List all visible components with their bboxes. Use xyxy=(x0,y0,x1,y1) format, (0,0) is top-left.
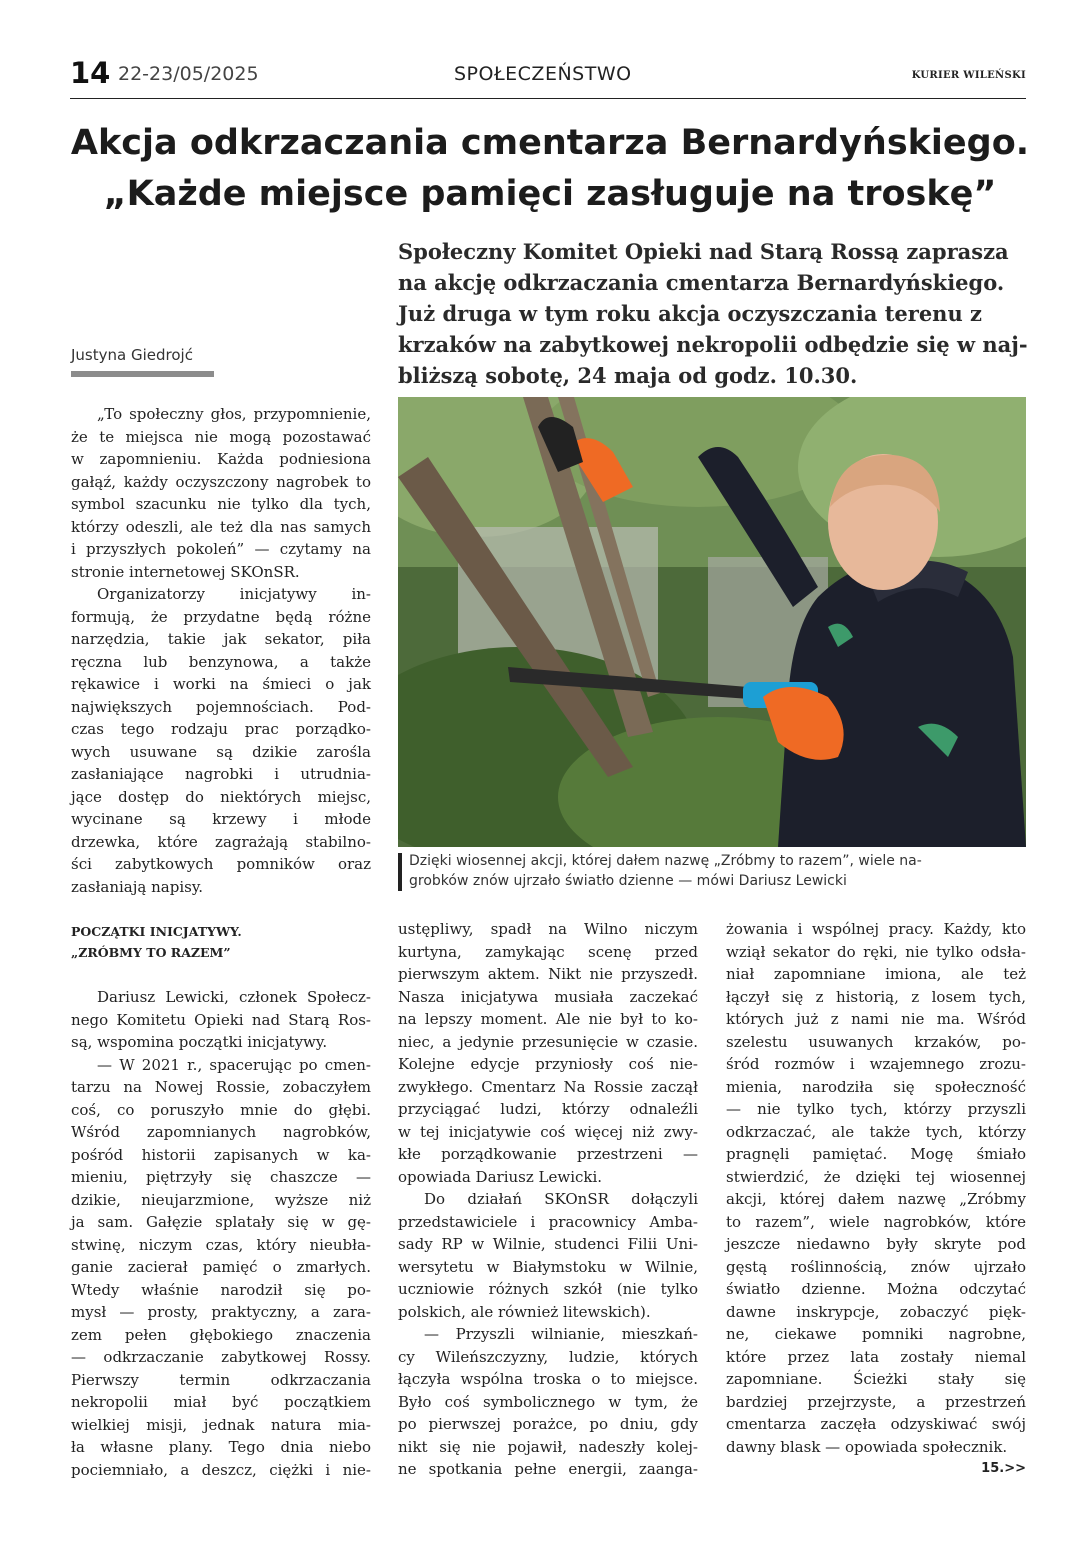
text-line: wersytetu w Białymstoku w Wilnie, xyxy=(398,1257,698,1276)
text-line: zasłaniają napisy. xyxy=(71,877,204,896)
column-2 xyxy=(398,918,698,1481)
text-line: Wśród zapomnianych nagrobków, xyxy=(71,1123,371,1141)
text-line: coś, co poruszyło mnie do głębi. xyxy=(71,1100,371,1119)
text-line: czas tego rodzaju prac porządko- xyxy=(71,720,371,738)
text-line: których już z nami nie ma. Wśród xyxy=(726,1010,1026,1028)
text-line: kłe porządkowanie przestrzeni — xyxy=(398,1145,698,1163)
text-line: „To społeczny głos, przypomnienie, xyxy=(97,405,371,423)
lede-line: krzaków na zabytkowej nekropolii odbędzie się w naj- xyxy=(398,332,1028,357)
text-line: — W 2021 r., spacerując po cmen- xyxy=(97,1055,371,1074)
text-line: nego Komitetu Opieki nad Starą Ros- xyxy=(71,1010,371,1029)
text-line: zem pełen głębokiego znaczenia xyxy=(71,1325,371,1344)
subheading-line: POCZĄTKI INICJATYWY. xyxy=(71,924,242,939)
byline-underline xyxy=(71,371,214,377)
page-number: 14 xyxy=(70,56,111,90)
text-line: są, wspomina początki inicjatywy. xyxy=(71,1033,328,1051)
text-line: odkrzaczać, ale także tych, którzy xyxy=(726,1122,1026,1141)
text-line: ła własne plany. Tego dnia niebo xyxy=(71,1438,371,1456)
text-line: ganie zacierał pamięć o zmarłych. xyxy=(71,1258,371,1276)
text-line: Wtedy właśnie narodził się po- xyxy=(71,1280,371,1299)
text-line: Kolejne edycje przyniosły coś nie- xyxy=(398,1055,698,1073)
text-line: dzikie, nieujarzmione, wyższe niż xyxy=(71,1190,371,1209)
text-line: śród rozmów i wzajemnego zrozu- xyxy=(726,1055,1026,1073)
headline xyxy=(60,118,1040,220)
text-line: które przez lata zostały niemal xyxy=(726,1347,1026,1366)
caption-line: grobków znów ujrzało światło dzienne — mówi Dariusz Lewicki xyxy=(409,873,847,889)
text-line: pragnęli pamiętać. Mogę śmiało xyxy=(726,1145,1026,1163)
text-line: Do działań SKOnSR dołączyli xyxy=(424,1190,698,1208)
column-1-bottom xyxy=(71,986,371,1481)
text-line: niał zapomniane imiona, ale też xyxy=(726,965,1026,983)
text-line: dawne inskrypcje, zobaczyć pięk- xyxy=(726,1302,1026,1321)
text-line: wielkiej misji, jednak natura mia- xyxy=(71,1415,371,1434)
section-title: SPOŁECZEŃSTWO xyxy=(454,63,632,85)
text-line: ja sam. Gałęzie splatały się w gę- xyxy=(71,1213,371,1231)
photo-caption xyxy=(409,851,1026,891)
column-3 xyxy=(726,918,1026,1458)
text-line: zasłaniające nagrobki i utrudnia- xyxy=(71,765,371,783)
text-line: mienia, narodziła się społeczność xyxy=(726,1077,1026,1096)
lede xyxy=(398,236,1026,391)
text-line: pośród historii zapisanych w ka- xyxy=(71,1145,371,1164)
text-line: Było coś symbolicznego w tym, że xyxy=(398,1392,698,1411)
text-line: ne spotkania pełne energii, zaanga- xyxy=(398,1460,698,1478)
text-line: wych usuwane są dzikie zarośla xyxy=(71,742,371,761)
text-line: wziął sekator do ręki, nie tylko odsła- xyxy=(726,942,1026,961)
headline-line: Akcja odkrzaczania cmentarza Bernardyńskiego. xyxy=(70,123,1030,163)
lede-line: bliższą sobotę, 24 maja od godz. 10.30. xyxy=(398,363,858,388)
caption-marker xyxy=(398,853,402,891)
text-line: przyciągać ludzi, którzy odnaleźli xyxy=(398,1100,698,1118)
text-line: mieniu, piętrzyły się chaszcze — xyxy=(71,1168,371,1186)
headline-line: „Każde miejsce pamięci zasługuje na troskę” xyxy=(103,174,997,214)
text-line: ści zabytkowych pomników oraz xyxy=(71,855,371,873)
text-line: pociemniało, a deszcz, ciężki i nie- xyxy=(71,1460,371,1479)
text-line: narzędzia, takie jak sekator, piła xyxy=(71,630,371,648)
text-line: światło dzienne. Można odczytać xyxy=(726,1280,1026,1298)
text-line: tarzu na Nowej Rossie, zobaczyłem xyxy=(71,1078,371,1096)
text-line: rękawice i worki na śmieci o jak xyxy=(71,675,371,693)
issue-date: 22-23/05/2025 xyxy=(118,63,259,85)
text-line: gałąź, każdy oczyszczony nagrobek to xyxy=(71,472,371,491)
text-line: symbol szacunku nie tylko dla tych, xyxy=(71,495,371,513)
continued-on-page-link[interactable]: 15.>> xyxy=(981,1461,1026,1476)
text-line: dawny blask — opowiada społecznik. xyxy=(726,1437,1008,1456)
text-line: ne, ciekawe pomniki nagrobne, xyxy=(726,1325,1026,1343)
text-line: ustępliwy, spadł na Wilno niczym xyxy=(398,920,698,938)
text-line: to razem”, wiele nagrobków, które xyxy=(726,1212,1026,1231)
text-line: akcji, której dałem nazwę „Zróbmy xyxy=(726,1190,1026,1208)
text-line: ręczna lub benzynowa, a także xyxy=(71,652,371,671)
subheading-line: „ZRÓBMY TO RAZEM” xyxy=(71,945,231,960)
text-line: zwykłego. Cmentarz Na Rossie zaczął xyxy=(398,1077,698,1096)
text-line: Pierwszy termin odkrzaczania xyxy=(71,1370,371,1389)
text-line: kurtyna, zamykając scenę przed xyxy=(398,942,698,961)
text-line: żowania i wspólnej pracy. Każdy, kto xyxy=(726,920,1026,938)
subheading xyxy=(71,921,242,963)
photo-illustration xyxy=(398,397,1026,847)
text-line: drzewka, które zagrażają stabilno- xyxy=(71,832,371,851)
text-line: bardziej przejrzyste, a przestrzeń xyxy=(726,1392,1026,1411)
text-line: i przyszłych pokoleń” — czytamy na xyxy=(71,540,371,558)
text-line: stwinę, niczym czas, który nieubła- xyxy=(71,1235,371,1254)
text-line: stronie internetowej SKOnSR. xyxy=(71,562,300,581)
text-line: — odkrzaczanie zabytkowej Rossy. xyxy=(71,1348,371,1366)
text-line: Dariusz Lewicki, członek Społecz- xyxy=(97,988,371,1006)
text-line: polskich, ale również litewskich). xyxy=(398,1302,651,1321)
text-line: zapomniane. Ścieżki stały się xyxy=(726,1370,1026,1388)
text-line: Organizatorzy inicjatywy in- xyxy=(97,585,371,603)
lede-line: na akcję odkrzaczania cmentarza Bernardyńskiego. xyxy=(398,270,1005,295)
text-line: szelestu usuwanych krzaków, po- xyxy=(726,1032,1026,1051)
text-line: pierwszym aktem. Nikt nie przyszedł. xyxy=(398,965,698,983)
text-line: łączył się z historią, z losem tych, xyxy=(726,987,1026,1006)
text-line: którzy odeszli, ale też dla nas samych xyxy=(71,517,371,536)
text-line: nekropolii miał być początkiem xyxy=(71,1393,371,1411)
lede-line: Społeczny Komitet Opieki nad Starą Rossą zaprasza xyxy=(398,239,1009,264)
text-line: największych pojemnościach. Pod- xyxy=(71,697,371,716)
text-line: nikt się nie pojawił, nadeszły kolej- xyxy=(398,1437,698,1456)
text-line: sady RP w Wilnie, studenci Filii Uni- xyxy=(398,1235,698,1253)
text-line: cmentarza zaczęła odzyskiwać swój xyxy=(726,1415,1026,1433)
text-line: jące dostęp do niektórych miejsc, xyxy=(71,787,371,806)
column-1-top xyxy=(71,403,371,898)
text-line: łączyła wspólna troska o to miejsce. xyxy=(398,1370,698,1388)
text-line: niec, a jedynie przesunięcie w czasie. xyxy=(398,1032,698,1051)
text-line: Nasza inicjatywa musiała zaczekać xyxy=(398,987,698,1006)
text-line: stwierdzić, że dzięki tej wiosennej xyxy=(726,1167,1026,1186)
text-line: jeszcze niedawno były skryte pod xyxy=(726,1235,1026,1253)
lede-line: Już druga w tym roku akcja oczyszczania terenu z xyxy=(398,301,982,326)
byline: Justyna Giedrojć xyxy=(71,346,193,364)
article-photo xyxy=(398,397,1026,847)
text-line: przedstawiciele i pracownicy Amba- xyxy=(398,1212,698,1231)
text-line: w tej inicjatywie coś więcej niż zwy- xyxy=(398,1122,698,1141)
text-line: gęstą roślinnością, znów ujrzało xyxy=(726,1257,1026,1276)
text-line: formują, że przydatne będą różne xyxy=(71,607,371,626)
text-line: opowiada Dariusz Lewicki. xyxy=(398,1167,603,1186)
text-line: po pierwszej porażce, po dniu, gdy xyxy=(398,1415,698,1433)
text-line: — Przyszli wilnianie, mieszkań- xyxy=(424,1325,698,1343)
text-line: — nie tylko tych, którzy przyszli xyxy=(726,1100,1026,1118)
text-line: mysł — prosty, praktyczny, a zara- xyxy=(71,1303,371,1321)
text-line: w zapomnieniu. Każda podniesiona xyxy=(71,450,371,468)
page-header xyxy=(70,56,1026,99)
text-line: uczniowie różnych szkół (nie tylko xyxy=(398,1280,698,1298)
caption-line: Dzięki wiosennej akcji, której dałem nazwę „Zróbmy to razem”, wiele na- xyxy=(409,853,922,869)
masthead: KURIER WILEŃSKI xyxy=(911,70,1026,81)
text-line: cy Wileńszczyzny, ludzie, których xyxy=(398,1347,698,1366)
text-line: wycinane są krzewy i młode xyxy=(71,810,371,828)
text-line: że te miejsca nie mogą pozostawać xyxy=(71,427,371,446)
text-line: na lepszy moment. Ale nie był to ko- xyxy=(398,1010,698,1028)
